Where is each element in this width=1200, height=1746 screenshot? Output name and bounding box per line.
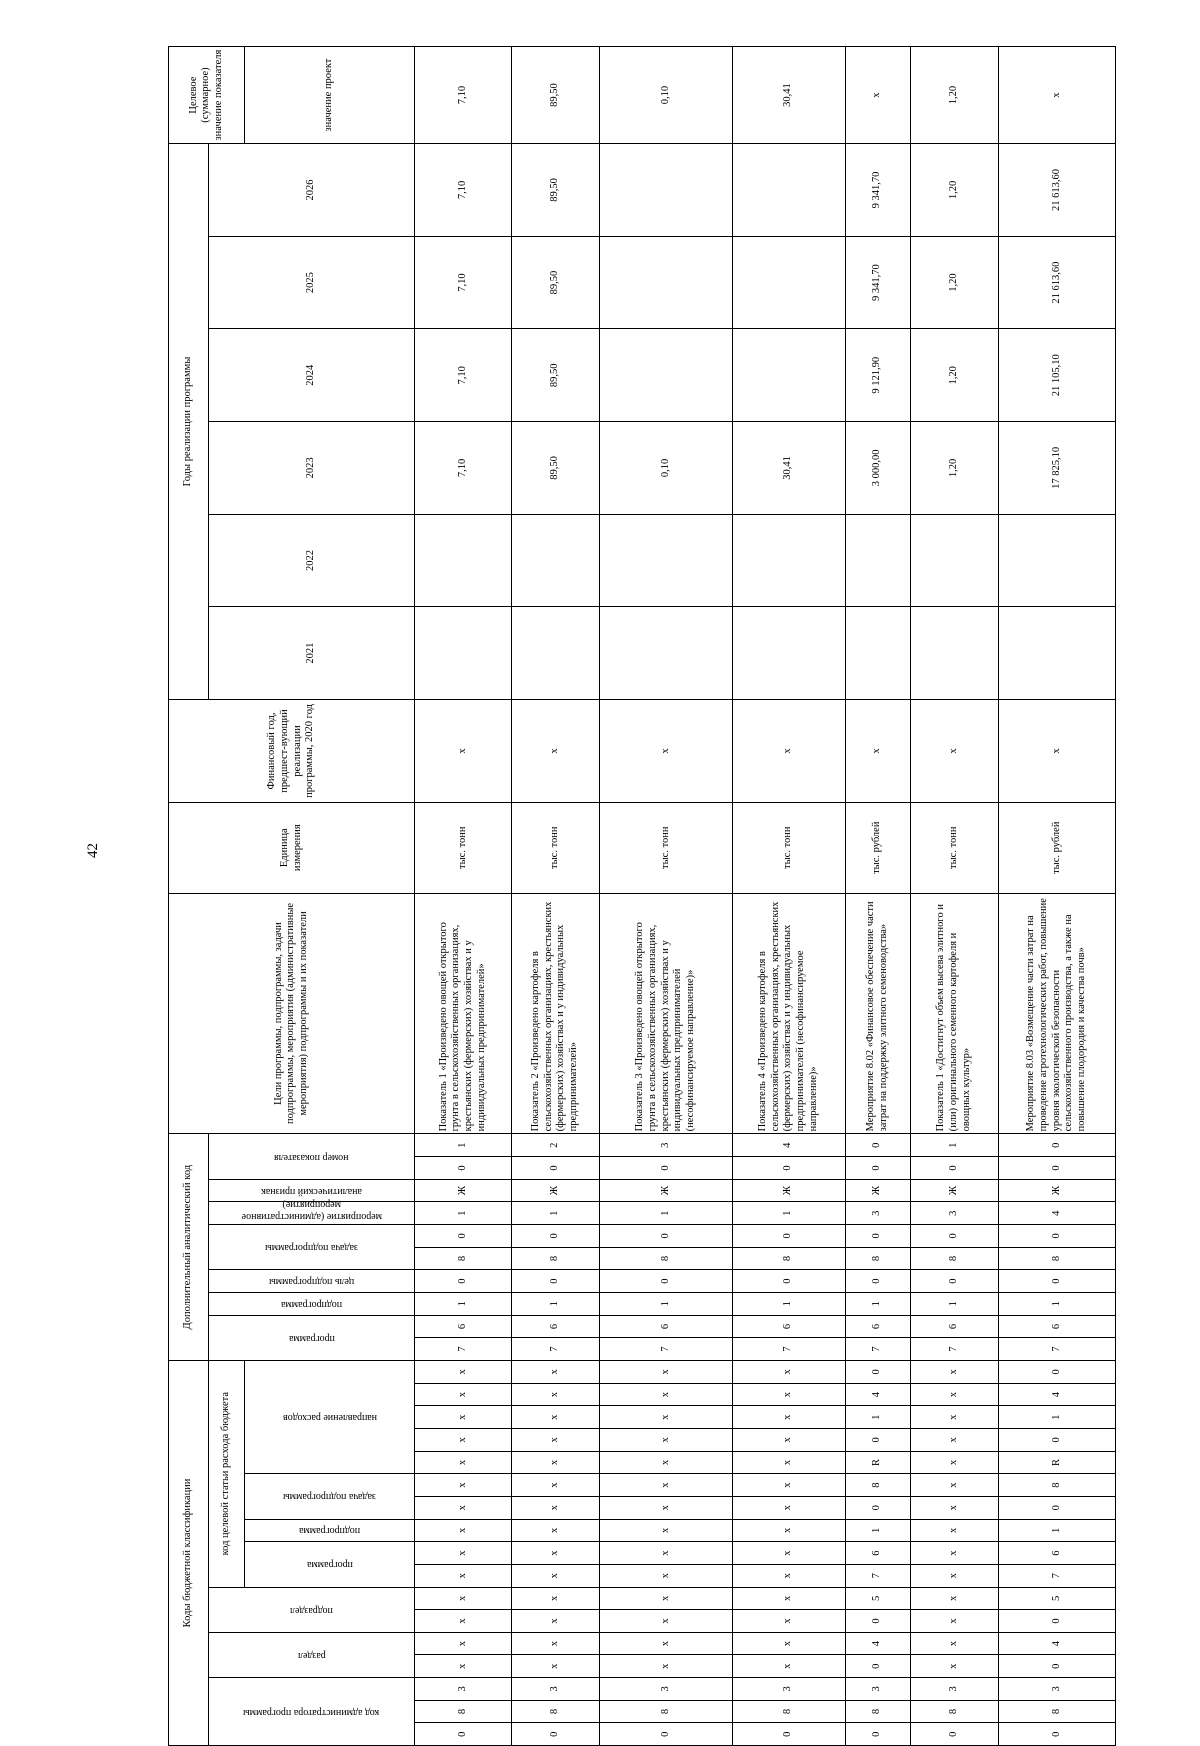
- year-2024-header: 2024: [209, 329, 415, 422]
- code-digit-cell: 0: [415, 1225, 512, 1248]
- code-digit-cell: х: [910, 1655, 998, 1678]
- analytic-subprogram-header: подпрограмма: [280, 1298, 343, 1310]
- program-table: [168, 46, 1116, 1746]
- code-digit-cell: 0: [511, 1270, 599, 1293]
- code-digit-cell: 7: [599, 1338, 732, 1361]
- row-year-value: 7,10: [415, 422, 512, 515]
- code-digit-cell: х: [599, 1587, 732, 1610]
- code-digit-cell: 6: [998, 1315, 1115, 1338]
- code-digit-cell: х: [511, 1564, 599, 1587]
- code-digit-cell: 8: [998, 1700, 1115, 1723]
- row-year-value: 3 000,00: [845, 422, 910, 515]
- row-unit: тыс. тонн: [415, 802, 512, 893]
- code-digit-cell: х: [511, 1655, 599, 1678]
- year-2026-header: 2026: [209, 144, 415, 237]
- goals-header: Цели программы, подпрограммы, задачи подпрограммы, мероприятия (административные мероприятия) подпрограммы и их показатели: [169, 893, 415, 1134]
- code-digit-cell: х: [599, 1564, 732, 1587]
- page-number: 42: [85, 843, 101, 858]
- code-digit-cell: Ж: [845, 1179, 910, 1202]
- code-digit-cell: 3: [415, 1678, 512, 1701]
- subsection-header: подраздел: [290, 1604, 333, 1616]
- code-digit-cell: 1: [599, 1292, 732, 1315]
- code-digit-cell: 0: [415, 1723, 512, 1746]
- row-year-value: 21 613,60: [998, 236, 1115, 329]
- code-digit-cell: х: [415, 1519, 512, 1542]
- row-fin-year: х: [732, 699, 845, 802]
- code-digit-cell: 0: [732, 1157, 845, 1180]
- row-year-value: 7,10: [415, 329, 512, 422]
- code-digit-cell: 0: [998, 1610, 1115, 1633]
- code-digit-cell: 1: [511, 1202, 599, 1225]
- code-digit-cell: х: [415, 1383, 512, 1406]
- row-unit: тыс. тонн: [732, 802, 845, 893]
- code-digit-cell: 7: [998, 1338, 1115, 1361]
- code-digit-cell: 8: [845, 1700, 910, 1723]
- budget-codes-header: Коды бюджетной классификации: [169, 1360, 209, 1745]
- code-digit-cell: 0: [910, 1270, 998, 1293]
- code-digit-cell: 7: [732, 1338, 845, 1361]
- code-digit-cell: х: [910, 1429, 998, 1452]
- code-digit-cell: 5: [998, 1587, 1115, 1610]
- code-digit-cell: х: [511, 1474, 599, 1497]
- row-year-value: [599, 607, 732, 700]
- code-digit-cell: 0: [910, 1723, 998, 1746]
- code-digit-cell: х: [910, 1496, 998, 1519]
- code-digit-cell: 3: [910, 1202, 998, 1225]
- code-digit-cell: х: [599, 1360, 732, 1383]
- code-digit-cell: 0: [998, 1723, 1115, 1746]
- code-digit-cell: 1: [998, 1406, 1115, 1429]
- row-year-value: 7,10: [415, 236, 512, 329]
- code-digit-cell: 0: [732, 1270, 845, 1293]
- code-digit-cell: 1: [845, 1406, 910, 1429]
- code-digit-cell: 6: [910, 1315, 998, 1338]
- code-digit-cell: Ж: [415, 1179, 512, 1202]
- code-digit-cell: х: [511, 1429, 599, 1452]
- code-digit-cell: 4: [998, 1383, 1115, 1406]
- code-digit-cell: х: [910, 1360, 998, 1383]
- rotated-table-sheet: [168, 46, 1116, 1746]
- code-digit-cell: 0: [998, 1496, 1115, 1519]
- code-digit-cell: 0: [732, 1225, 845, 1248]
- code-digit-cell: 8: [910, 1700, 998, 1723]
- code-digit-cell: 8: [910, 1247, 998, 1270]
- year-2021-header: 2021: [209, 607, 415, 700]
- code-digit-cell: 0: [415, 1270, 512, 1293]
- row-fin-year: х: [511, 699, 599, 802]
- program-header: программа: [306, 1559, 353, 1571]
- table-row: [845, 47, 910, 1746]
- row-year-value: [599, 514, 732, 607]
- code-digit-cell: R: [845, 1451, 910, 1474]
- code-digit-cell: 1: [845, 1519, 910, 1542]
- row-year-value: [511, 607, 599, 700]
- code-digit-cell: х: [415, 1474, 512, 1497]
- code-digit-cell: х: [415, 1429, 512, 1452]
- code-digit-cell: 7: [415, 1338, 512, 1361]
- code-digit-cell: 0: [845, 1610, 910, 1633]
- code-digit-cell: х: [732, 1564, 845, 1587]
- code-digit-cell: х: [511, 1587, 599, 1610]
- code-digit-cell: Ж: [732, 1179, 845, 1202]
- code-digit-cell: х: [910, 1383, 998, 1406]
- row-target: 30,41: [732, 47, 845, 144]
- code-digit-cell: х: [415, 1564, 512, 1587]
- code-digit-cell: х: [732, 1542, 845, 1565]
- row-year-value: [732, 144, 845, 237]
- expense-direction-header: направление расходов: [282, 1412, 377, 1424]
- code-digit-cell: х: [415, 1655, 512, 1678]
- code-digit-cell: х: [732, 1451, 845, 1474]
- code-digit-cell: 6: [415, 1315, 512, 1338]
- code-digit-cell: 6: [998, 1542, 1115, 1565]
- code-digit-cell: 3: [910, 1678, 998, 1701]
- code-digit-cell: 8: [511, 1247, 599, 1270]
- code-digit-cell: х: [511, 1519, 599, 1542]
- row-year-value: [599, 144, 732, 237]
- code-digit-cell: 0: [845, 1134, 910, 1157]
- additional-code-header: Дополнительный аналитический код: [169, 1134, 209, 1360]
- code-digit-cell: 3: [732, 1678, 845, 1701]
- code-digit-cell: 1: [599, 1202, 732, 1225]
- row-target: 7,10: [415, 47, 512, 144]
- code-digit-cell: 6: [845, 1315, 910, 1338]
- row-year-value: 1,20: [910, 144, 998, 237]
- row-year-value: 7,10: [415, 144, 512, 237]
- row-year-value: [732, 329, 845, 422]
- code-digit-cell: х: [415, 1406, 512, 1429]
- code-digit-cell: х: [732, 1610, 845, 1633]
- code-digit-cell: 3: [845, 1202, 910, 1225]
- code-digit-cell: Ж: [998, 1179, 1115, 1202]
- code-digit-cell: 0: [998, 1134, 1115, 1157]
- code-digit-cell: х: [910, 1519, 998, 1542]
- table-row: [511, 47, 599, 1746]
- code-digit-cell: Ж: [511, 1179, 599, 1202]
- row-description: Мероприятие 8.02 «Финансовое обеспечение части затрат на поддержку элитного семеноводства»: [845, 893, 910, 1134]
- row-year-value: [910, 514, 998, 607]
- analytic-event-header: мероприятие (административное мероприятие): [241, 1199, 382, 1223]
- code-digit-cell: х: [599, 1519, 732, 1542]
- code-digit-cell: х: [910, 1406, 998, 1429]
- code-digit-cell: 7: [845, 1338, 910, 1361]
- code-digit-cell: 1: [415, 1202, 512, 1225]
- code-digit-cell: 0: [998, 1655, 1115, 1678]
- code-digit-cell: 0: [910, 1157, 998, 1180]
- analytic-indicator-header: номер показателя: [274, 1151, 349, 1163]
- code-digit-cell: х: [511, 1451, 599, 1474]
- code-digit-cell: х: [599, 1542, 732, 1565]
- code-digit-cell: х: [732, 1655, 845, 1678]
- row-fin-year: х: [998, 699, 1115, 802]
- code-digit-cell: 7: [998, 1564, 1115, 1587]
- code-digit-cell: 4: [845, 1632, 910, 1655]
- code-digit-cell: х: [415, 1496, 512, 1519]
- code-digit-cell: х: [599, 1429, 732, 1452]
- analytic-task-header: задача подпрограммы: [265, 1242, 358, 1254]
- row-year-value: 9 341,70: [845, 144, 910, 237]
- code-digit-cell: 7: [910, 1338, 998, 1361]
- row-year-value: [845, 514, 910, 607]
- code-digit-cell: 0: [998, 1225, 1115, 1248]
- code-digit-cell: х: [415, 1610, 512, 1633]
- code-digit-cell: 1: [910, 1292, 998, 1315]
- row-target: 1,20: [910, 47, 998, 144]
- code-digit-cell: 0: [845, 1496, 910, 1519]
- row-year-value: 30,41: [732, 422, 845, 515]
- code-digit-cell: х: [732, 1474, 845, 1497]
- subprogram-task-header: задача подпрограммы: [283, 1491, 376, 1503]
- row-description: Показатель 1 «Достигнут объем высева элитного и (или) оригинального семенного картофеля и овощных культур»: [910, 893, 998, 1134]
- code-digit-cell: 8: [415, 1247, 512, 1270]
- row-year-value: 17 825,10: [998, 422, 1115, 515]
- code-digit-cell: 0: [599, 1270, 732, 1293]
- code-digit-cell: 1: [415, 1292, 512, 1315]
- row-year-value: 89,50: [511, 422, 599, 515]
- row-year-value: 21 613,60: [998, 144, 1115, 237]
- code-digit-cell: х: [599, 1406, 732, 1429]
- code-digit-cell: 6: [511, 1315, 599, 1338]
- row-target: х: [845, 47, 910, 144]
- code-digit-cell: 4: [998, 1202, 1115, 1225]
- code-digit-cell: 8: [998, 1474, 1115, 1497]
- row-description: Мероприятие 8.03 «Возмещение части затрат на проведение агротехнологических работ, повышение уровня экологической безопасности сельскохозяйственного производства, а также на повышение плодородия и качества почв»: [998, 893, 1115, 1134]
- code-digit-cell: 8: [599, 1247, 732, 1270]
- code-digit-cell: 0: [845, 1360, 910, 1383]
- table-row: [415, 47, 512, 1746]
- code-digit-cell: 1: [415, 1134, 512, 1157]
- year-2022-header: 2022: [209, 514, 415, 607]
- code-digit-cell: Ж: [599, 1179, 732, 1202]
- code-digit-cell: 1: [845, 1292, 910, 1315]
- code-digit-cell: х: [599, 1474, 732, 1497]
- row-year-value: 89,50: [511, 329, 599, 422]
- code-digit-cell: х: [732, 1632, 845, 1655]
- code-digit-cell: х: [511, 1542, 599, 1565]
- row-description: Показатель 3 «Произведено овощей открытого грунта в сельскохозяйственных организациях, крестьянских (фермерских) хозяйствах и у индивидуальных предпринимателей (несофинансируемое направление)»: [599, 893, 732, 1134]
- code-digit-cell: 3: [845, 1678, 910, 1701]
- code-digit-cell: х: [732, 1360, 845, 1383]
- fin-year-header: Финансовый год, предшест-вующий реализации программы, 2020 год: [169, 699, 415, 802]
- table-row: [998, 47, 1115, 1746]
- row-year-value: [910, 607, 998, 700]
- admin-code-header: код администратора программы: [243, 1706, 380, 1718]
- code-digit-cell: х: [910, 1451, 998, 1474]
- code-digit-cell: х: [415, 1360, 512, 1383]
- code-digit-cell: 1: [732, 1292, 845, 1315]
- code-digit-cell: 8: [599, 1700, 732, 1723]
- code-digit-cell: Ж: [910, 1179, 998, 1202]
- code-digit-cell: 6: [845, 1542, 910, 1565]
- analytic-goal-header: цель подпрограммы: [268, 1276, 355, 1288]
- code-digit-cell: х: [732, 1383, 845, 1406]
- code-digit-cell: 0: [845, 1157, 910, 1180]
- code-digit-cell: 1: [998, 1519, 1115, 1542]
- row-target: 0,10: [599, 47, 732, 144]
- code-digit-cell: х: [511, 1383, 599, 1406]
- row-year-value: [415, 607, 512, 700]
- code-digit-cell: х: [599, 1451, 732, 1474]
- row-unit: тыс. тонн: [599, 802, 732, 893]
- table-row: [910, 47, 998, 1746]
- code-digit-cell: 1: [998, 1292, 1115, 1315]
- code-digit-cell: 8: [845, 1247, 910, 1270]
- code-digit-cell: 8: [732, 1247, 845, 1270]
- code-digit-cell: х: [599, 1383, 732, 1406]
- code-digit-cell: 4: [845, 1383, 910, 1406]
- row-year-value: 1,20: [910, 236, 998, 329]
- code-digit-cell: 8: [415, 1700, 512, 1723]
- code-digit-cell: х: [599, 1610, 732, 1633]
- code-digit-cell: 1: [910, 1134, 998, 1157]
- code-digit-cell: 0: [845, 1723, 910, 1746]
- row-unit: тыс. тонн: [511, 802, 599, 893]
- code-digit-cell: 0: [998, 1157, 1115, 1180]
- code-digit-cell: 7: [511, 1338, 599, 1361]
- code-digit-cell: 7: [845, 1564, 910, 1587]
- row-fin-year: х: [910, 699, 998, 802]
- row-year-value: [415, 514, 512, 607]
- code-digit-cell: х: [599, 1632, 732, 1655]
- analytic-program-header: программа: [288, 1332, 335, 1344]
- code-digit-cell: х: [732, 1496, 845, 1519]
- row-year-value: [732, 607, 845, 700]
- code-digit-cell: х: [910, 1587, 998, 1610]
- row-fin-year: х: [599, 699, 732, 802]
- code-digit-cell: 0: [845, 1225, 910, 1248]
- code-digit-cell: 0: [998, 1270, 1115, 1293]
- code-digit-cell: х: [415, 1451, 512, 1474]
- code-digit-cell: 3: [998, 1678, 1115, 1701]
- code-digit-cell: х: [732, 1587, 845, 1610]
- code-digit-cell: 0: [998, 1360, 1115, 1383]
- code-digit-cell: х: [511, 1632, 599, 1655]
- row-unit: тыс. тонн: [910, 802, 998, 893]
- code-digit-cell: 0: [511, 1157, 599, 1180]
- row-year-value: [998, 607, 1115, 700]
- code-digit-cell: 0: [599, 1225, 732, 1248]
- code-digit-cell: х: [511, 1406, 599, 1429]
- code-digit-cell: х: [511, 1496, 599, 1519]
- row-year-value: 0,10: [599, 422, 732, 515]
- code-digit-cell: 0: [511, 1225, 599, 1248]
- code-digit-cell: 0: [845, 1429, 910, 1452]
- code-digit-cell: 8: [511, 1700, 599, 1723]
- code-digit-cell: х: [599, 1496, 732, 1519]
- code-digit-cell: 2: [511, 1134, 599, 1157]
- row-year-value: [511, 514, 599, 607]
- code-digit-cell: 0: [599, 1157, 732, 1180]
- code-digit-cell: х: [732, 1406, 845, 1429]
- row-unit: тыс. рублей: [998, 802, 1115, 893]
- code-digit-cell: 6: [599, 1315, 732, 1338]
- years-group-header: Годы реализации программы: [169, 144, 209, 700]
- code-digit-cell: 4: [998, 1632, 1115, 1655]
- code-digit-cell: 0: [910, 1225, 998, 1248]
- row-year-value: [845, 607, 910, 700]
- code-digit-cell: х: [910, 1564, 998, 1587]
- row-description: Показатель 4 «Произведено картофеля в сельскохозяйственных организациях, крестьянских (фермерских) хозяйствах и у индивидуальных предпринимателей (несофинансируемое направление)»: [732, 893, 845, 1134]
- code-digit-cell: 1: [511, 1292, 599, 1315]
- code-digit-cell: х: [511, 1610, 599, 1633]
- table-row: [599, 47, 732, 1746]
- table-row: [732, 47, 845, 1746]
- code-digit-cell: 8: [845, 1474, 910, 1497]
- code-digit-cell: х: [599, 1655, 732, 1678]
- code-digit-cell: х: [732, 1429, 845, 1452]
- target-header: Целевое (суммарное) значение показателя: [169, 47, 245, 144]
- subprogram-header: подпрограмма: [298, 1525, 361, 1537]
- year-2025-header: 2025: [209, 236, 415, 329]
- year-2023-header: 2023: [209, 422, 415, 515]
- code-digit-cell: 3: [599, 1678, 732, 1701]
- code-digit-cell: 3: [511, 1678, 599, 1701]
- code-digit-cell: 0: [998, 1429, 1115, 1452]
- article-code-header: код целевой статьи расхода бюджета: [209, 1360, 245, 1587]
- row-year-value: 1,20: [910, 422, 998, 515]
- row-fin-year: х: [415, 699, 512, 802]
- unit-header: Единица измерения: [169, 802, 415, 893]
- row-description: Показатель 2 «Произведено картофеля в сельскохозяйственных организациях, крестьянских (фермерских) хозяйствах и у индивидуальных предпринимателей»: [511, 893, 599, 1134]
- row-year-value: [599, 236, 732, 329]
- code-digit-cell: х: [910, 1474, 998, 1497]
- row-year-value: [732, 514, 845, 607]
- row-target: 89,50: [511, 47, 599, 144]
- row-year-value: 21 105,10: [998, 329, 1115, 422]
- analytic-sign-header: аналитический признак: [261, 1185, 362, 1197]
- code-digit-cell: 1: [732, 1202, 845, 1225]
- code-digit-cell: 0: [415, 1157, 512, 1180]
- code-digit-cell: 0: [732, 1723, 845, 1746]
- code-digit-cell: 0: [845, 1270, 910, 1293]
- code-digit-cell: 0: [845, 1655, 910, 1678]
- code-digit-cell: х: [511, 1360, 599, 1383]
- code-digit-cell: 0: [599, 1723, 732, 1746]
- code-digit-cell: 0: [511, 1723, 599, 1746]
- code-digit-cell: 4: [732, 1134, 845, 1157]
- code-digit-cell: 5: [845, 1587, 910, 1610]
- row-year-value: 9 121,90: [845, 329, 910, 422]
- code-digit-cell: 6: [732, 1315, 845, 1338]
- code-digit-cell: х: [732, 1519, 845, 1542]
- code-digit-cell: х: [910, 1610, 998, 1633]
- row-year-value: 89,50: [511, 144, 599, 237]
- code-digit-cell: 3: [599, 1134, 732, 1157]
- row-year-value: [998, 514, 1115, 607]
- code-digit-cell: х: [415, 1632, 512, 1655]
- code-digit-cell: х: [910, 1632, 998, 1655]
- row-year-value: 89,50: [511, 236, 599, 329]
- row-year-value: 9 341,70: [845, 236, 910, 329]
- row-fin-year: х: [845, 699, 910, 802]
- row-year-value: 1,20: [910, 329, 998, 422]
- row-description: Показатель 1 «Произведено овощей открытого грунта в сельскохозяйственных организациях, крестьянских (фермерских) хозяйствах и у индивидуальных предпринимателей»: [415, 893, 512, 1134]
- section-header: раздел: [297, 1649, 326, 1661]
- code-digit-cell: 8: [998, 1247, 1115, 1270]
- row-year-value: [732, 236, 845, 329]
- row-unit: тыс. рублей: [845, 802, 910, 893]
- code-digit-cell: R: [998, 1451, 1115, 1474]
- code-digit-cell: х: [415, 1587, 512, 1610]
- code-digit-cell: х: [910, 1542, 998, 1565]
- target-sub-header: значение проект: [245, 47, 415, 144]
- row-target: х: [998, 47, 1115, 144]
- code-digit-cell: 8: [732, 1700, 845, 1723]
- code-digit-cell: х: [415, 1542, 512, 1565]
- row-year-value: [599, 329, 732, 422]
